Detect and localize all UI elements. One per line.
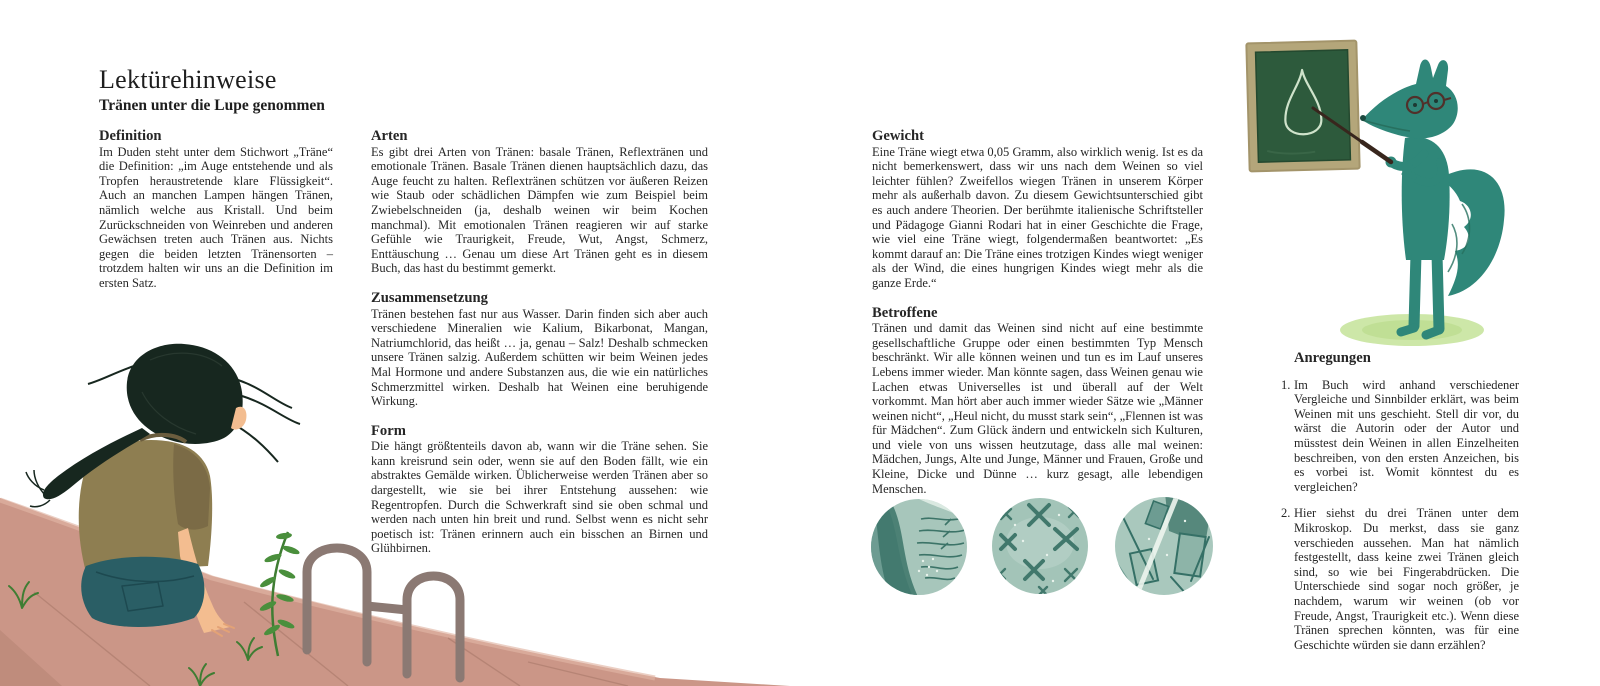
girl-poolside-svg	[0, 330, 820, 686]
section-gewicht	[872, 129, 1203, 291]
wolf-nose	[1360, 115, 1366, 121]
column-definition	[99, 129, 333, 291]
chalkboard	[1246, 41, 1359, 172]
tear-microscope-illustration	[849, 485, 1221, 611]
page-title: Lektürehinweise	[99, 65, 277, 94]
section-heading: Definition	[99, 128, 162, 144]
list-item-number: 1.	[1281, 377, 1291, 392]
section-heading: Anregungen	[1294, 350, 1371, 366]
column-gewicht-betroffene	[872, 129, 1203, 496]
list-item-text: Hier siehst du drei Tränen unter dem Mikroskop. Du merkst, dass sie ganz verschieden aussehen. Man hat nämlich festgestellt, dass keine zwei Tränen gleich sind, so wie bei Fingerabdrücken. Die Unterschiede sind sogar noch größer, je nachdem, warum wir weinen (ob vor Freude, Angst, Traurigkeit etc.). Wenn diese Tränen sprechen könnten, was für eine Geschichte würden sie dann erzählen?	[1294, 506, 1519, 652]
section-body: Tränen und damit das Weinen sind nicht auf eine bestimmte gesellschaftliche Gruppe oder einen bestimmten Typ Mensch beschränkt. Wir alle können weinen und tun es im Lauf unseres Lebens immer wieder. Man könnte sagen, dass Weinen genau wie Lachen etwas Universelles ist und überall auf der Welt vorkommt. Man hört aber auch immer wieder Sätze wie „Männer weinen nicht“, „Heul nicht, du musst stark sein“, „Flennen ist was für Mädchen“. Zum Glück ändern und entwickeln sich Kulturen, und viele von uns wissen heutzutage, dass alle mal weinen: Mädchen, Jungs, Alte und Junge, Männer und Frauen, Große und Kleine, Dicke und Dünne … kurz gesagt, alle lebendigen Menschen.	[872, 321, 1203, 496]
section-heading: Gewicht	[872, 128, 924, 144]
list-item-number: 2.	[1281, 506, 1291, 521]
hair	[127, 344, 243, 444]
wolf-teacher-svg	[1210, 28, 1510, 348]
tear-circle-branching	[859, 487, 975, 607]
section-heading: Betroffene	[872, 304, 938, 321]
section-heading: Zusammensetzung	[371, 289, 488, 306]
section-betroffene	[872, 306, 1203, 497]
girl-poolside-illustration	[0, 330, 820, 686]
section-heading: Arten	[371, 128, 408, 144]
wolf-teacher-illustration	[1210, 28, 1510, 348]
tear-microscope-svg	[849, 485, 1221, 611]
wolf-tail	[1440, 169, 1505, 296]
tear-circle-crosses	[989, 495, 1093, 599]
page-subtitle: Tränen unter die Lupe genommen	[99, 97, 325, 114]
section-body: Die hängt größtenteils davon ab, wann wir die Träne sehen. Sie kann kreisrund sein oder, wenn sie auf den Boden fällt, wie ein abstraktes Gemälde wirken. Üblicherweise werden Tränen aber so dargestellt, wie sie bei ihrer Entstehung aussehen: wie Regentropfen. Durch die Schwerkraft sind sie oben schmal und werden nach unten hin breit und rund. Selbst wenn es nicht sehr poetisch ist: Tränen erinnern auch ein bisschen an Birnen und Glühbirnen.	[371, 439, 708, 556]
section-body: Tränen bestehen fast nur aus Wasser. Darin finden sich aber auch verschiedene Mineralien wie Kalium, Bikarbonat, Mangan, Natriumchlorid, das heißt … ja, genau – Salz! Deshalb schmecken unsere Tränen salzig. Außerdem schütten wir beim Weinen jedes Mal Hormone und andere Substanzen aus, die wie ein natürliches Schmerzmittel wirken. Deshalb hat Weinen eine beruhigende Wirkung.	[371, 306, 708, 409]
anregungen-list	[1281, 378, 1519, 653]
section-body: Es gibt drei Arten von Tränen: basale Tränen, Reflextränen und emotionale Tränen. Basale Tränen dienen hauptsächlich dazu, das Auge feucht zu halten. Reflextränen schützen vor äußeren Reizen wie Staub oder schädlichen Dämpfen wie zum Beispiel beim Zwiebelschneiden (ja, deshalb weinen wir beim Kochen manchmal). Mit emotionalen Tränen reagieren wir auf starke Gefühle wie Traurigkeit, Freude, Wut, Angst, Schmerz, Enttäuschung … Genau um diese Art Tränen geht es in diesem Buch, das hast du bestimmt gemerkt.	[371, 144, 708, 276]
title-block	[99, 66, 519, 115]
section-definition	[99, 129, 333, 291]
list-item-text: Im Buch wird anhand verschiedener Vergleiche und Sinnbilder erklärt, was beim Weinen mit uns geschieht. Stell dir vor, du wärst die Autorin oder der Autor und müsstest dein Weinen in allen Einzelheiten beschreiben, von den ersten Anzeichen, bis es vorbei ist. Womit könntest du es vergleichen?	[1294, 377, 1519, 494]
list-item	[1281, 506, 1519, 652]
tear-circle-angular	[1111, 491, 1217, 603]
section-arten	[371, 129, 708, 276]
section-heading: Form	[371, 422, 406, 439]
column-anregungen	[1281, 351, 1519, 652]
jeans	[81, 557, 204, 627]
list-item	[1281, 378, 1519, 495]
section-body: Im Duden steht unter dem Stichwort „Träne“ die Definition: „im Auge entstehende und als Tropfen heraustretende klare Flüssigkeit“. Auch an manchen Lampen hängen Tränen, nämlich welche aus Kristall. Und beim Zurückschneiden von Weinreben und anderen Gewächsen treten auch Tränen aus. Nichts gegen die beiden letzten Tränensorten – trotzdem halten wir uns an die Definition im ersten Satz.	[99, 144, 333, 290]
section-body: Eine Träne wiegt etwa 0,05 Gramm, also wirklich wenig. Ist es da nicht bemerkenswert, dass wir uns nach dem Weinen so viel leichter fühlen? Zweifellos wiegen Tränen in unserem Körper mehr als außerhalb davon. Zu diesem Gewichtsunterschied gibt es auch andere Theorien. Der berühmte italienische Schriftsteller und Pädagoge Gianni Rodari hat in einer Geschichte die Frage, wie viel eine Träne wiegt, folgendermaßen beantwortet: „Es kommt darauf an: Die Träne eines trotzigen Kindes wiegt weniger als der Wind, die eines hungrigen Kindes wiegt mehr als die ganze Erde.“	[872, 144, 1203, 290]
